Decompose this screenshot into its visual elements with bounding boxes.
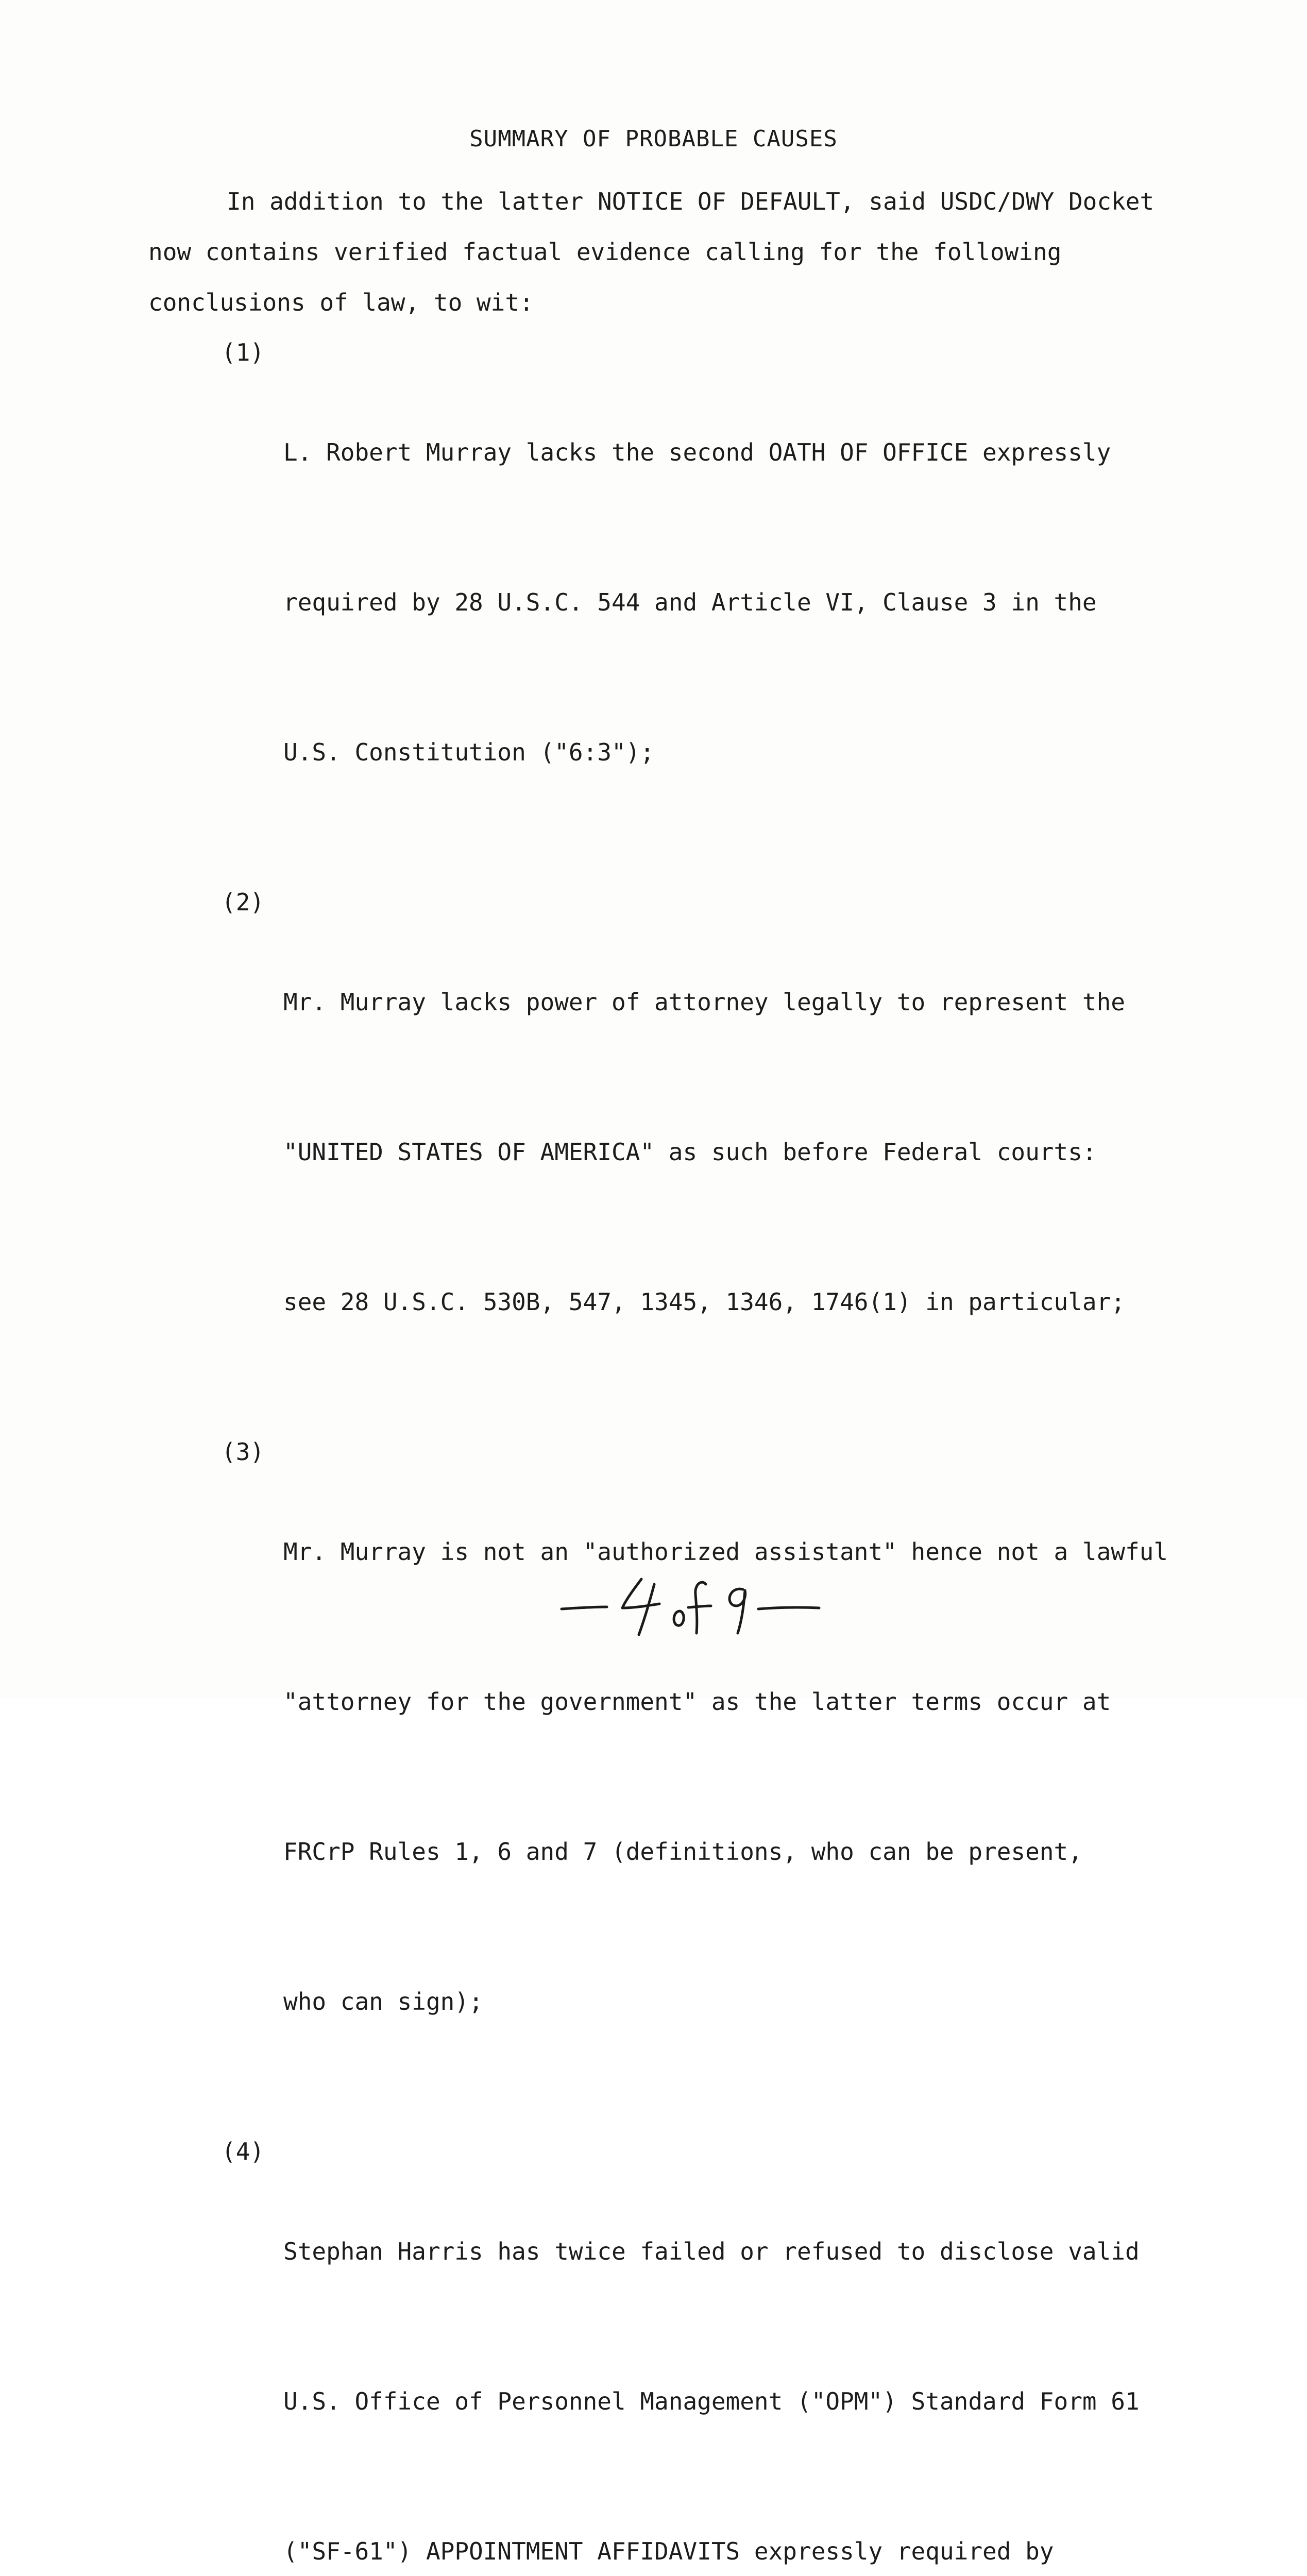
intro-line: conclusions of law, to wit:	[148, 289, 534, 316]
list-item	[222, 2127, 1272, 2576]
handwritten-page-number	[551, 1564, 840, 1641]
list-item	[222, 877, 1272, 1427]
item-number: (2)	[222, 888, 265, 916]
causes-list	[222, 328, 1272, 2576]
list-item	[222, 328, 1272, 877]
item-number: (1)	[222, 338, 265, 366]
item-text	[283, 328, 1272, 877]
item-line: Mr. Murray lacks power of attorney legally to represent the	[283, 988, 1125, 1016]
intro-line: now contains verified factual evidence calling for the following	[148, 238, 1062, 266]
item-line: Stephan Harris has twice failed or refused to disclose valid	[283, 2238, 1140, 2265]
list-item	[222, 1427, 1272, 2127]
item-line: see 28 U.S.C. 530B, 547, 1345, 1346, 1746(1) in particular;	[283, 1288, 1125, 1316]
item-line: L. Robert Murray lacks the second OATH OF OFFICE expressly	[283, 438, 1111, 466]
item-number: (4)	[222, 2138, 265, 2165]
item-line: U.S. Office of Personnel Management ("OPM") Standard Form 61	[283, 2387, 1140, 2415]
item-text	[283, 1427, 1272, 2127]
item-line: Mr. Murray is not an "authorized assistant" hence not a lawful	[283, 1538, 1168, 1566]
item-line: required by 28 U.S.C. 544 and Article VI, Clause 3 in the	[283, 588, 1097, 616]
intro-line: In addition to the latter NOTICE OF DEFAULT, said USDC/DWY Docket	[227, 188, 1155, 215]
intro-paragraph	[148, 176, 1241, 328]
page-title: SUMMARY OF PROBABLE CAUSES	[469, 126, 838, 152]
item-line: who can sign);	[283, 1988, 483, 2015]
handwritten-page-number-drawing	[551, 1564, 840, 1641]
item-line: FRCrP Rules 1, 6 and 7 (definitions, who can be present,	[283, 1838, 1082, 1866]
item-line: ("SF-61") APPOINTMENT AFFIDAVITS expressly required by	[283, 2537, 1054, 2565]
item-number: (3)	[222, 1438, 265, 1466]
item-text	[283, 877, 1272, 1427]
item-line: "UNITED STATES OF AMERICA" as such before Federal courts:	[283, 1138, 1097, 1166]
item-line: U.S. Constitution ("6:3");	[283, 738, 655, 766]
item-text	[283, 2127, 1272, 2576]
item-line: "attorney for the government" as the latter terms occur at	[283, 1688, 1111, 1716]
